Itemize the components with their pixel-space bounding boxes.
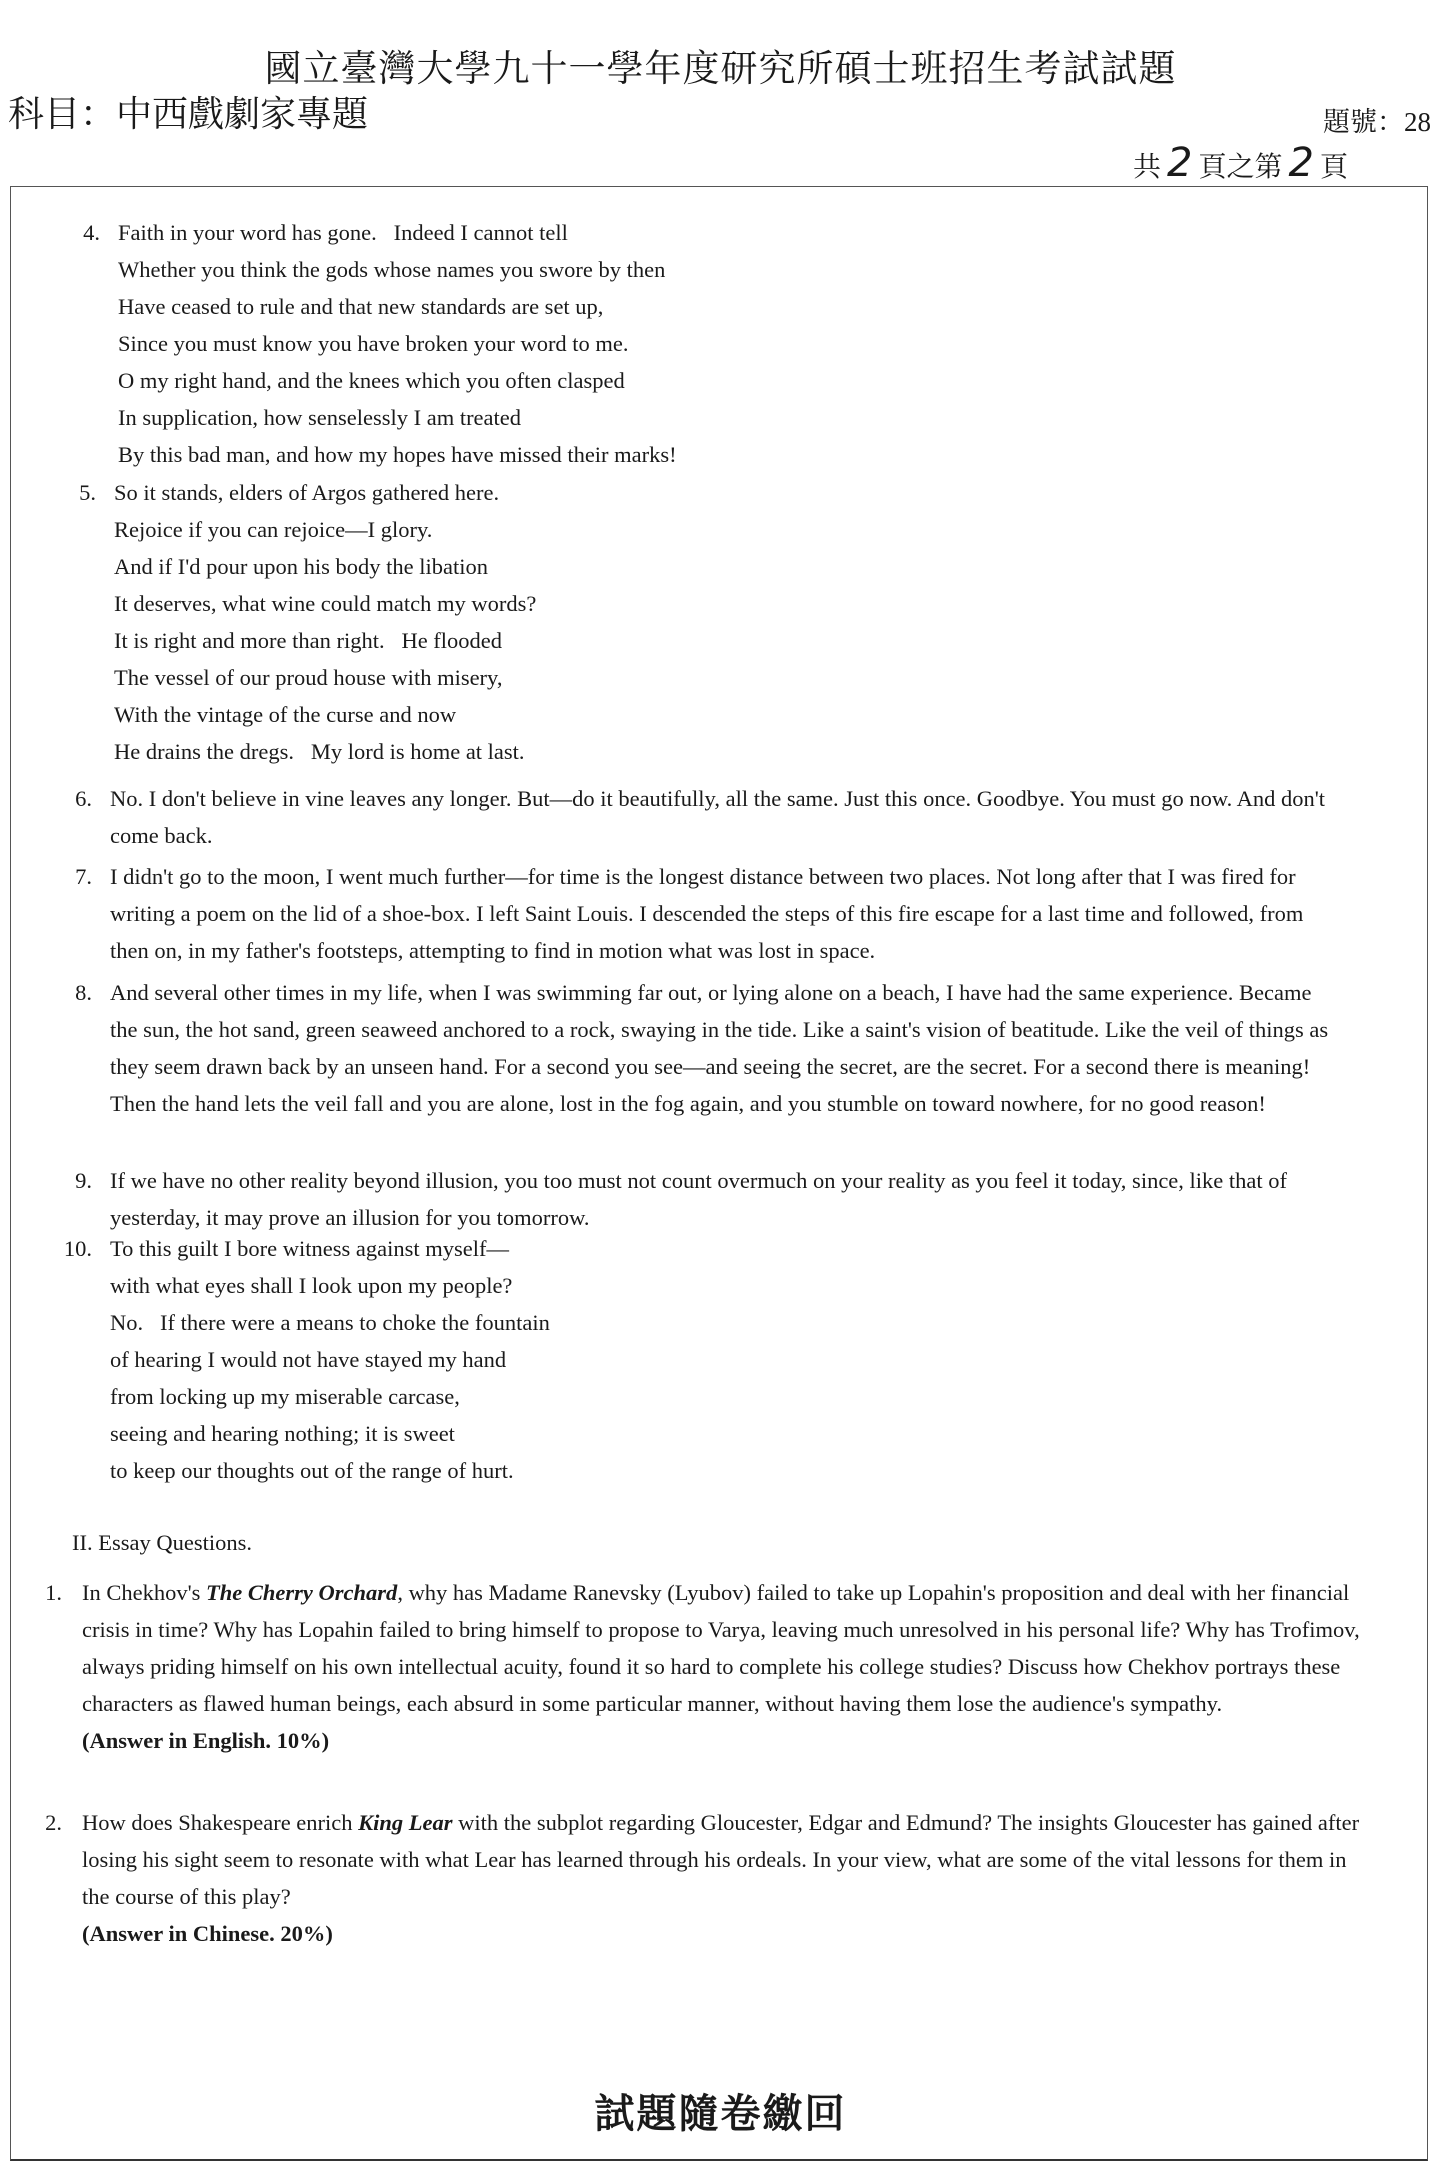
passage-number: 7.: [75, 864, 92, 889]
essay-question-2: [22, 1804, 1367, 1952]
return-notice: 試題隨卷繳回: [594, 2090, 847, 2137]
passage-number: 9.: [75, 1168, 92, 1193]
question-text: How does Shakespeare enrich King Lear with the subplot regarding Gloucester, Edgar and Edmund? The insights Gloucester has gained after losing his sight seem to resonate with what Lear has learned through his ordeals. In your view, what are some of the vital lessons for them in the course of this play?: [82, 1810, 1360, 1909]
passage-text: Faith in your word has gone. Indeed I cannot tell Whether you think the gods whose names you swore by then Have ceased to rule and that new standards are set up, Since you must know you have broken your word to me. O my right hand, and the knees which you often clasped In supplication, how senselessly I am treated By this bad man, and how my hopes have missed their marks!: [118, 220, 677, 467]
passage-number: 5.: [79, 480, 96, 505]
passage-text: To this guilt I bore witness against myself— with what eyes shall I look upon my people? No. If there were a means to choke the fountain of hearing I would not have stayed my hand from locking up my miserable carcase, seeing and hearing nothing; it is sweet to keep our thoughts out of the range of hurt.: [110, 1236, 550, 1483]
passage-text: No. I don't believe in vine leaves any longer. But—do it beautifully, all the same. Just this once. Goodbye. You must go now. And don't come back.: [110, 786, 1326, 848]
page-current: 2: [1288, 140, 1314, 186]
passage-9: [62, 1162, 1335, 1236]
page-suffix: 頁: [1319, 152, 1348, 183]
passage-6: [62, 780, 1335, 854]
exam-title: 國立臺灣大學九十一學年度研究所碩士班招生考試試題: [264, 49, 1177, 90]
passage-number: 4.: [83, 220, 100, 245]
passage-text: If we have no other reality beyond illusion, you too must not count overmuch on your reality as you feel it today, since, like that of yesterday, it may prove an illusion for you tomorrow.: [110, 1168, 1288, 1230]
passage-text: So it stands, elders of Argos gathered here. Rejoice if you can rejoice—I glory. And if I'd pour upon his body the libation It deserves, what wine could match my words? It is right and more than right. He flooded The vessel of our proud house with misery, With the vintage of the curse and now He drains the dregs. My lord is home at last.: [114, 480, 537, 764]
passage-8: [62, 974, 1335, 1122]
page-mid: 頁之第: [1198, 152, 1283, 183]
passage-7: [62, 858, 1335, 969]
passage-number: 10.: [63, 1236, 92, 1261]
question-number: 2.: [45, 1810, 62, 1835]
question-number-label: 題號：: [1323, 107, 1404, 137]
question-number-value: 28: [1404, 107, 1431, 137]
section-heading: II. Essay Questions.: [72, 1530, 252, 1555]
essay-question-1: [22, 1574, 1367, 1759]
question-number: [1323, 100, 1431, 139]
passage-text: And several other times in my life, when I was swimming far out, or lying alone on a beach, I have had the same experience. Became the sun, the hot sand, green seaweed anchored to a rock, swaying in the tide. Like a saint's vision of beatitude. Like the veil of things as they seem drawn back by an unseen hand. For a second you see—and seeing the secret, are the secret. For a second there is meaning! Then the hand lets the veil fall and you are alone, lost in the fog again, and you stumble on toward nowhere, for no good reason!: [110, 980, 1329, 1116]
answer-instruction: (Answer in English. 10%): [82, 1728, 330, 1753]
subject-line: 科目：中西戲劇家專題: [8, 94, 369, 134]
passage-number: 8.: [75, 980, 92, 1005]
passage-number: 6.: [75, 786, 92, 811]
question-number: 1.: [45, 1580, 62, 1605]
passage-5: [66, 474, 536, 770]
passage-10: [62, 1230, 550, 1489]
passage-4: [70, 214, 677, 473]
question-text: In Chekhov's The Cherry Orchard, why has Madame Ranevsky (Lyubov) failed to take up Lopahin's proposition and deal with her financial crisis in time? Why has Lopahin failed to bring himself to propose to Varya, leaving much unresolved in his personal life? Why has Trofimov, always priding himself on his own intellectual acuity, found it so hard to complete his college studies? Discuss how Chekhov portrays these characters as flawed human beings, each absurd in some particular manner, without having them lose the audience's sympathy.: [82, 1580, 1360, 1716]
work-title: The Cherry Orchard: [206, 1580, 398, 1605]
answer-instruction: (Answer in Chinese. 20%): [82, 1921, 333, 1946]
page-prefix: 共: [1133, 152, 1162, 183]
page-indicator: [1133, 140, 1348, 186]
passage-text: I didn't go to the moon, I went much further—for time is the longest distance between two places. Not long after that I was fired for writing a poem on the lid of a shoe-box. I left Saint Louis. I descended the steps of this fire escape for a last time and followed, from then on, in my father's footsteps, attempting to find in motion what was lost in space.: [110, 864, 1304, 963]
page-total: 2: [1167, 140, 1193, 186]
work-title: King Lear: [358, 1810, 453, 1835]
